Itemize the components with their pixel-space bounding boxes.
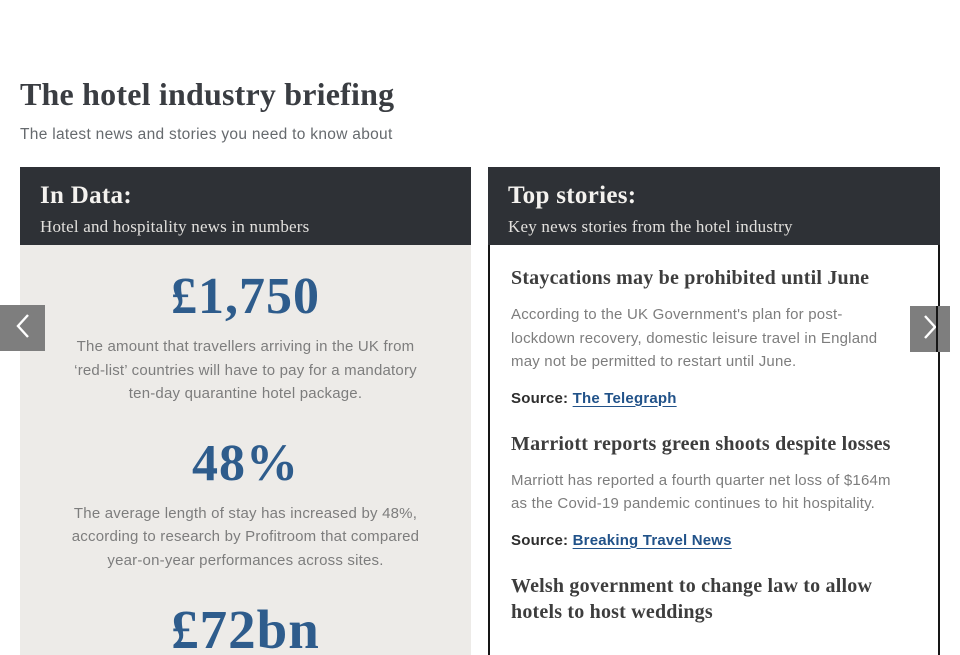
in-data-body [20,245,471,655]
in-data-subtitle: Hotel and hospitality news in numbers [40,217,310,236]
page-title: The hotel industry briefing [20,76,395,112]
stat-value: 48% [192,434,299,492]
story-headline: Staycations may be prohibited until June [511,267,870,289]
in-data-panel [20,167,471,655]
story-item [511,431,904,549]
source-label: Source: [511,531,569,549]
story-source-line [511,390,904,407]
stat-description: The average length of stay has increased by 48%, according to research by Profitroom that compared year-on-year performances across sites. [71,504,420,569]
story-body: Marriott has reported a fourth quarter net loss of $164m as the Covid-19 pandemic continues to hit hospitality. [511,471,891,512]
source-label: Source: [511,389,569,407]
stat-description: The amount that travellers arriving in the UK from ‘red-list’ countries will have to pay for a mandatory ten-day quarantine hotel package. [74,338,417,402]
top-stories-panel [488,167,940,655]
top-stories-body [488,245,940,655]
stat-value: £1,750 [171,268,320,325]
stat-item [20,436,471,573]
stat-value: £72bn [171,599,320,655]
in-data-header [20,167,471,245]
page-subtitle: The latest news and stories you need to know about [20,126,393,143]
stat-item [20,599,471,655]
source-link[interactable]: Breaking Travel News [572,531,732,549]
in-data-title: In Data: [40,182,132,209]
source-link[interactable]: The Telegraph [572,389,677,407]
stat-item [20,269,471,406]
carousel-prev-button[interactable] [0,305,45,351]
story-item [511,573,904,625]
chevron-left-icon [14,313,32,344]
story-source-line [511,532,904,549]
story-headline: Marriott reports green shoots despite losses [511,432,891,455]
top-stories-title: Top stories: [508,182,637,209]
carousel-next-button[interactable] [910,306,950,352]
panel-border-segment [936,306,938,352]
story-body: According to the UK Government's plan for post-lockdown recovery, domestic leisure travel in England may not be permitted to restart until June. [511,306,878,370]
story-item [511,265,904,407]
top-stories-subtitle: Key news stories from the hotel industry [508,217,793,236]
top-stories-header [488,167,940,245]
story-headline: Welsh government to change law to allow hotels to host weddings [511,574,873,623]
